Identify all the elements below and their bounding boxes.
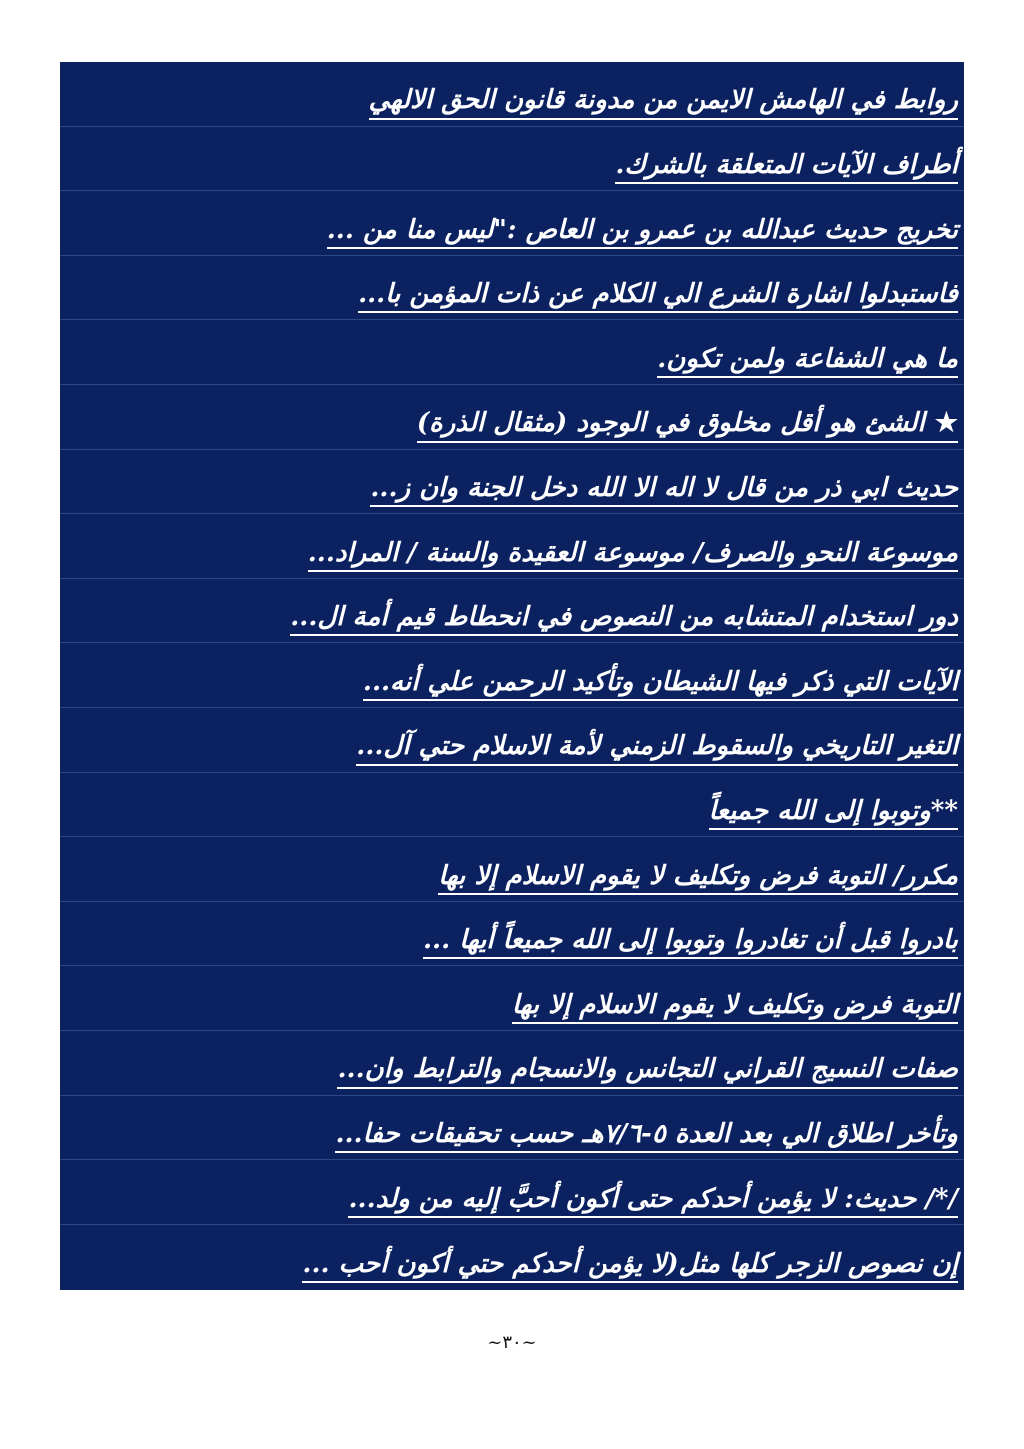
- list-item[interactable]: [60, 514, 964, 579]
- link-list-panel: [60, 62, 964, 1290]
- list-item[interactable]: [60, 579, 964, 644]
- link-text[interactable]: فاستبدلوا اشارة الشرع الي الكلام عن ذات المؤمن با...: [358, 279, 958, 313]
- link-text[interactable]: أطراف الآيات المتعلقة بالشرك.: [615, 150, 958, 184]
- link-label: الشئ هو أقل مخلوق في الوجود (مثقال الذرة): [416, 408, 925, 439]
- link-text[interactable]: الآيات التي ذكر فيها الشيطان وتأكيد الرحمن علي أنه...: [363, 667, 958, 701]
- list-item[interactable]: [60, 385, 964, 450]
- link-text[interactable]: روابط في الهامش الايمن من مدونة قانون الحق الالهي: [369, 85, 958, 119]
- link-text[interactable]: التغير التاريخي والسقوط الزمني لأمة الاسلام حتي آل...: [356, 731, 958, 765]
- list-item[interactable]: [60, 1225, 964, 1290]
- list-item[interactable]: [60, 708, 964, 773]
- link-text[interactable]: التوبة فرض وتكليف لا يقوم الاسلام إلا بها: [512, 990, 958, 1024]
- list-item[interactable]: [60, 837, 964, 902]
- link-text[interactable]: [417, 408, 958, 442]
- list-item[interactable]: [60, 320, 964, 385]
- link-text[interactable]: تخريج حديث عبدالله بن عمرو بن العاص :"ليس منا من ...: [327, 215, 958, 249]
- link-text[interactable]: موسوعة النحو والصرف/ موسوعة العقيدة والسنة / المراد...: [308, 538, 958, 572]
- page-number: ~٣٠~: [487, 1332, 537, 1353]
- link-text[interactable]: دور استخدام المتشابه من النصوص في انحطاط قيم أمة ال...: [290, 602, 958, 636]
- list-item[interactable]: [60, 191, 964, 256]
- link-text[interactable]: بادروا قبل أن تغادروا وتوبوا إلى الله جميعاً أيها ...: [423, 925, 958, 959]
- link-text[interactable]: حديث ابي ذر من قال لا اله الا الله دخل الجنة وان ز...: [370, 473, 958, 507]
- list-item[interactable]: [60, 127, 964, 192]
- link-text[interactable]: **وتوبوا إلى الله جميعاً: [709, 796, 958, 830]
- list-item[interactable]: [60, 256, 964, 321]
- list-item[interactable]: [60, 62, 964, 127]
- list-item[interactable]: [60, 643, 964, 708]
- link-text[interactable]: /*/ حديث: لا يؤمن أحدكم حتى أكون أحبَّ إليه من ولد...: [348, 1184, 958, 1218]
- list-item[interactable]: [60, 773, 964, 838]
- list-item[interactable]: [60, 966, 964, 1031]
- list-item[interactable]: [60, 450, 964, 515]
- link-text[interactable]: ما هي الشفاعة ولمن تكون.: [657, 344, 958, 378]
- star-icon: ★: [934, 408, 958, 439]
- link-text[interactable]: إن نصوص الزجر كلها مثل(لا يؤمن أحدكم حتي أكون أحب ...: [302, 1249, 958, 1283]
- list-item[interactable]: [60, 1031, 964, 1096]
- link-text[interactable]: مكرر/ التوبة فرض وتكليف لا يقوم الاسلام إلا بها: [438, 861, 958, 895]
- list-item[interactable]: [60, 1160, 964, 1225]
- link-text[interactable]: صفات النسيج القراني التجانس والانسجام والترابط وان...: [337, 1054, 958, 1088]
- list-item[interactable]: [60, 1096, 964, 1161]
- link-text[interactable]: وتأخر اطلاق الي بعد العدة ٥-٧/٦هـ حسب تحقيقات حفا...: [335, 1119, 958, 1153]
- list-item[interactable]: [60, 902, 964, 967]
